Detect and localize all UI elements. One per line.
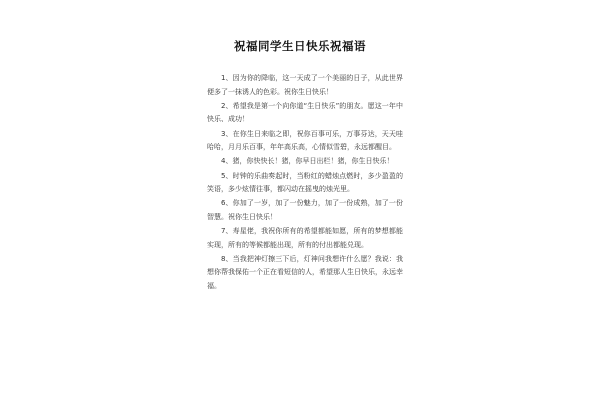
paragraph-1: 1、因为你的降临，这一天成了一个美丽的日子，从此世界便多了一抹诱人的色彩。祝你生日快乐！ (207, 74, 403, 96)
document-title: 祝福同学生日快乐祝福语 (234, 39, 366, 53)
paragraph-7: 7、寿星佬，我祝你所有的希望都能如愿，所有的梦想都能实现，所有的等候都能出现，所有的付出都能兑现。 (207, 227, 403, 249)
paragraph-2: 2、希望我是第一个向你道“生日快乐”的朋友。愿这一年中快乐、成功！ (207, 101, 403, 124)
document-body (207, 72, 403, 294)
paragraph-6: 6、你加了一岁，加了一份魅力，加了一份成熟，加了一份智慧。祝你生日快乐！ (207, 199, 403, 221)
paragraph-4: 4、猪，你快快长！猪，你早日出栏！猪，你生日快乐！ (221, 157, 394, 166)
paragraph-3: 3、在你生日来临之即，祝你百事可乐，万事芬达，天天哇哈哈，月月乐百事，年年高乐高，心情似雪碧，永远都醒目。 (207, 129, 403, 152)
paragraph-5: 5、时钟的乐曲奏起时，当粉红的蜡烛点燃时，多少盈盈的笑语，多少炫情往事，都闪动在摇曳的烛光里。 (207, 171, 403, 194)
paragraph-8: 8、当我把神灯擦三下后，灯神问我想许什么愿？我说：我想你帮我保佑一个正在看短信的人，希望那人生日快乐，永远幸福。 (207, 254, 403, 291)
